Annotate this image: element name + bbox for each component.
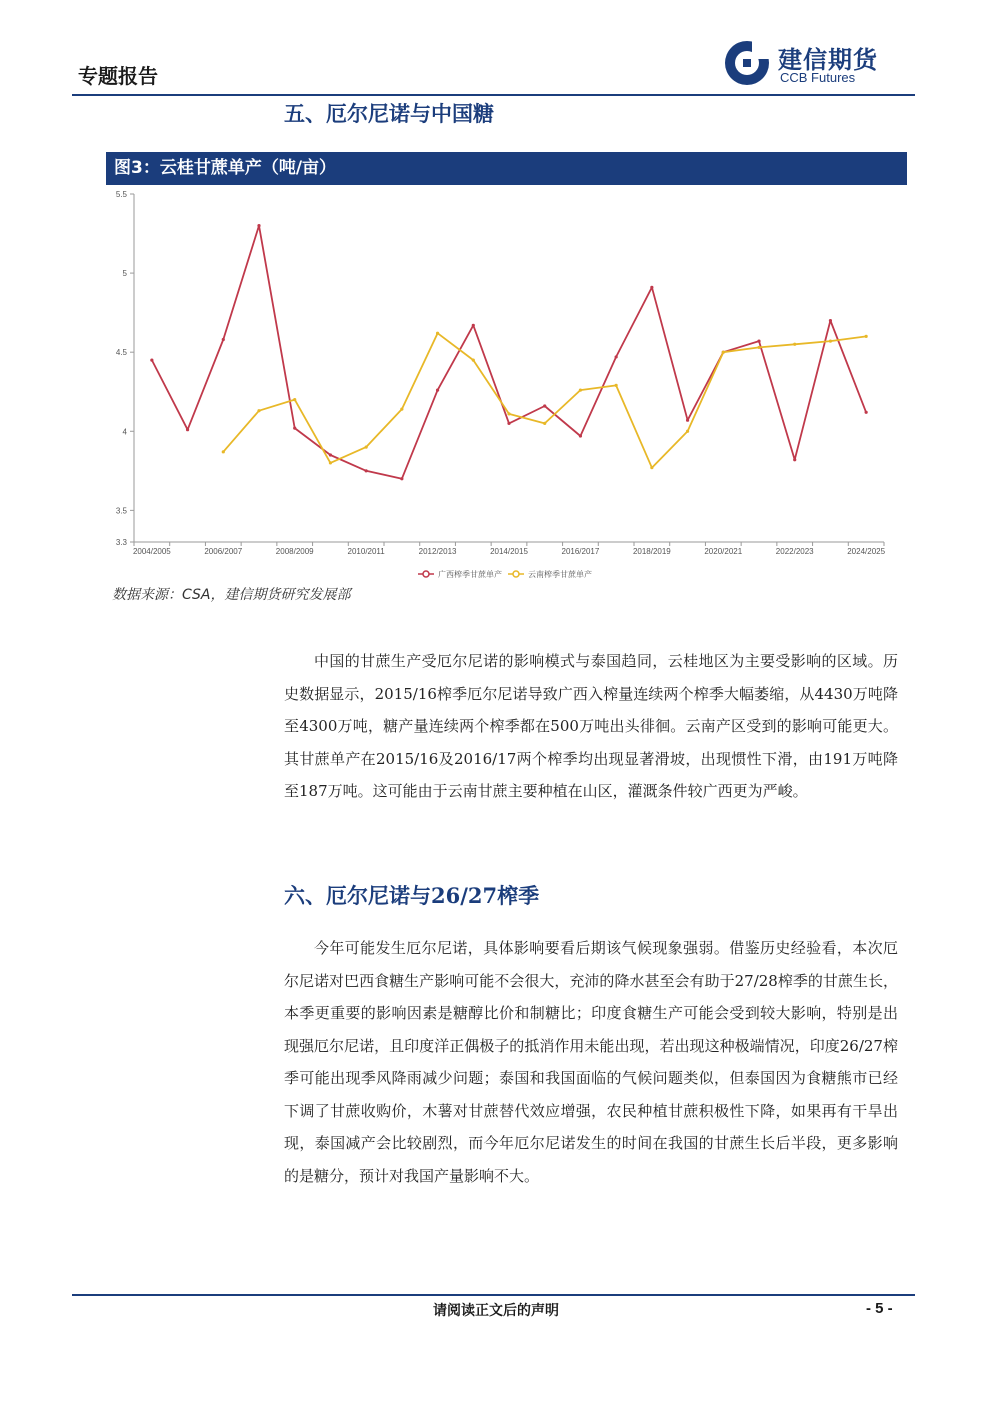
legend-label-0: 广西榨季甘蔗单产 [438,570,502,579]
data-point [150,358,153,361]
data-point [472,324,475,327]
ccb-futures-logo [722,38,922,88]
x-tick-label: 2012/2013 [418,547,457,556]
section-5-heading: 五、厄尔尼诺与中国糖 [284,101,494,126]
data-point [400,408,403,411]
data-point [257,409,260,412]
x-tick-label: 2018/2019 [632,547,671,556]
y-tick-label: 3.3 [115,538,127,547]
x-tick-label: 2022/2023 [775,547,814,556]
data-point [329,453,332,456]
data-point [722,351,725,354]
x-tick-label: 2016/2017 [561,547,600,556]
data-point [615,355,618,358]
x-tick-label: 2020/2021 [704,547,743,556]
paragraph-china-cane: 中国的甘蔗生产受厄尔尼诺的影响模式与泰国趋同，云桂地区为主要受影响的区域。历史数据显示，2015/16榨季厄尔尼诺导致广西入榨量连续两个榨季大幅萎缩，从4430万吨降至4300万吨，糖产量连续两个榨季都在500万吨出头徘徊。云南产区受到的影响可能更大。其甘蔗单产在2015/16及2016/17两个榨季均出现显著滑坡，出现惯性下滑，由191万吨降至187万吨。这可能由于云南甘蔗主要种植在山区，灌溉条件较广西更为严峻。 [284,652,898,800]
data-point [436,389,439,392]
data-point [757,340,760,343]
data-point [686,419,689,422]
data-point [436,332,439,335]
page-number: - 5 - [866,1300,893,1317]
data-point [686,430,689,433]
data-point [829,319,832,322]
ccb-logo-icon [722,38,772,88]
y-tick-label: 5.5 [115,190,127,199]
data-point [543,404,546,407]
data-point [222,338,225,341]
data-point [400,477,403,480]
data-point [507,422,510,425]
data-point [222,450,225,453]
data-point [329,461,332,464]
data-point [186,428,189,431]
figure-source: 数据来源：CSA，建信期货研究发展部 [112,587,351,603]
data-point [865,411,868,414]
data-point [650,466,653,469]
x-tick-label: 2024/2025 [847,547,886,556]
footer-divider [72,1294,915,1296]
data-point [365,469,368,472]
data-point [293,398,296,401]
section-6-heading: 六、厄尔尼诺与26/27榨季 [284,883,540,908]
data-point [865,335,868,338]
footer-disclaimer-note: 请阅读正文后的声明 [433,1303,559,1319]
data-point [293,427,296,430]
logo-english-name: CCB Futures [780,70,856,85]
data-point [757,346,760,349]
yield-line-chart [106,186,906,582]
figure-title-banner: 图3：云桂甘蔗单产（吨/亩） [106,152,907,185]
logo-chinese-name: 建信期货 [778,46,878,74]
x-tick-label: 2008/2009 [275,547,314,556]
data-point [365,445,368,448]
paragraph-2627-season: 今年可能发生厄尔尼诺，具体影响要看后期该气候现象强弱。借鉴历史经验看，本次厄尔尼诺对巴西食糖生产影响可能不会很大，充沛的降水甚至会有助于27/28榨季的甘蔗生长，本季更重要的影响因素是糖醇比价和制糖比；印度食糖生产可能会受到较大影响，特别是出现强厄尔尼诺，且印度洋正偶极子的抵消作用未能出现，若出现这种极端情况，印度26/27榨季可能出现季风降雨减少问题；泰国和我国面临的气候问题类似，但泰国因为食糖熊市已经下调了甘蔗收购价，木薯对甘蔗替代效应增强，农民种植甘蔗积极性下降，如果再有干旱出现，泰国减产会比较剧烈，而今年厄尔尼诺发生的时间在我国的甘蔗生长后半段，更多影响的是糖分，预计对我国产量影响不大。 [284,939,898,1185]
data-point [257,224,260,227]
x-tick-label: 2004/2005 [132,547,171,556]
legend-marker-0 [423,571,429,577]
legend-label-1: 云南榨季甘蔗单产 [528,570,592,579]
data-point [579,389,582,392]
data-point [615,384,618,387]
data-point [793,343,796,346]
report-type-tag: 专题报告 [78,64,158,88]
data-point [650,286,653,289]
data-point [543,422,546,425]
y-tick-label: 3.5 [115,506,127,516]
x-tick-label: 2006/2007 [204,547,243,556]
data-point [793,458,796,461]
data-point [472,358,475,361]
y-tick-label: 5 [122,269,127,279]
data-point [507,412,510,415]
data-point [579,434,582,437]
series-line-0 [152,226,866,479]
header-divider [72,94,915,96]
y-tick-label: 4 [122,427,127,437]
legend-marker-1 [513,571,519,577]
x-tick-label: 2014/2015 [490,547,528,556]
y-tick-label: 4.5 [115,348,127,358]
x-tick-label: 2010/2011 [347,547,385,556]
data-point [829,340,832,343]
